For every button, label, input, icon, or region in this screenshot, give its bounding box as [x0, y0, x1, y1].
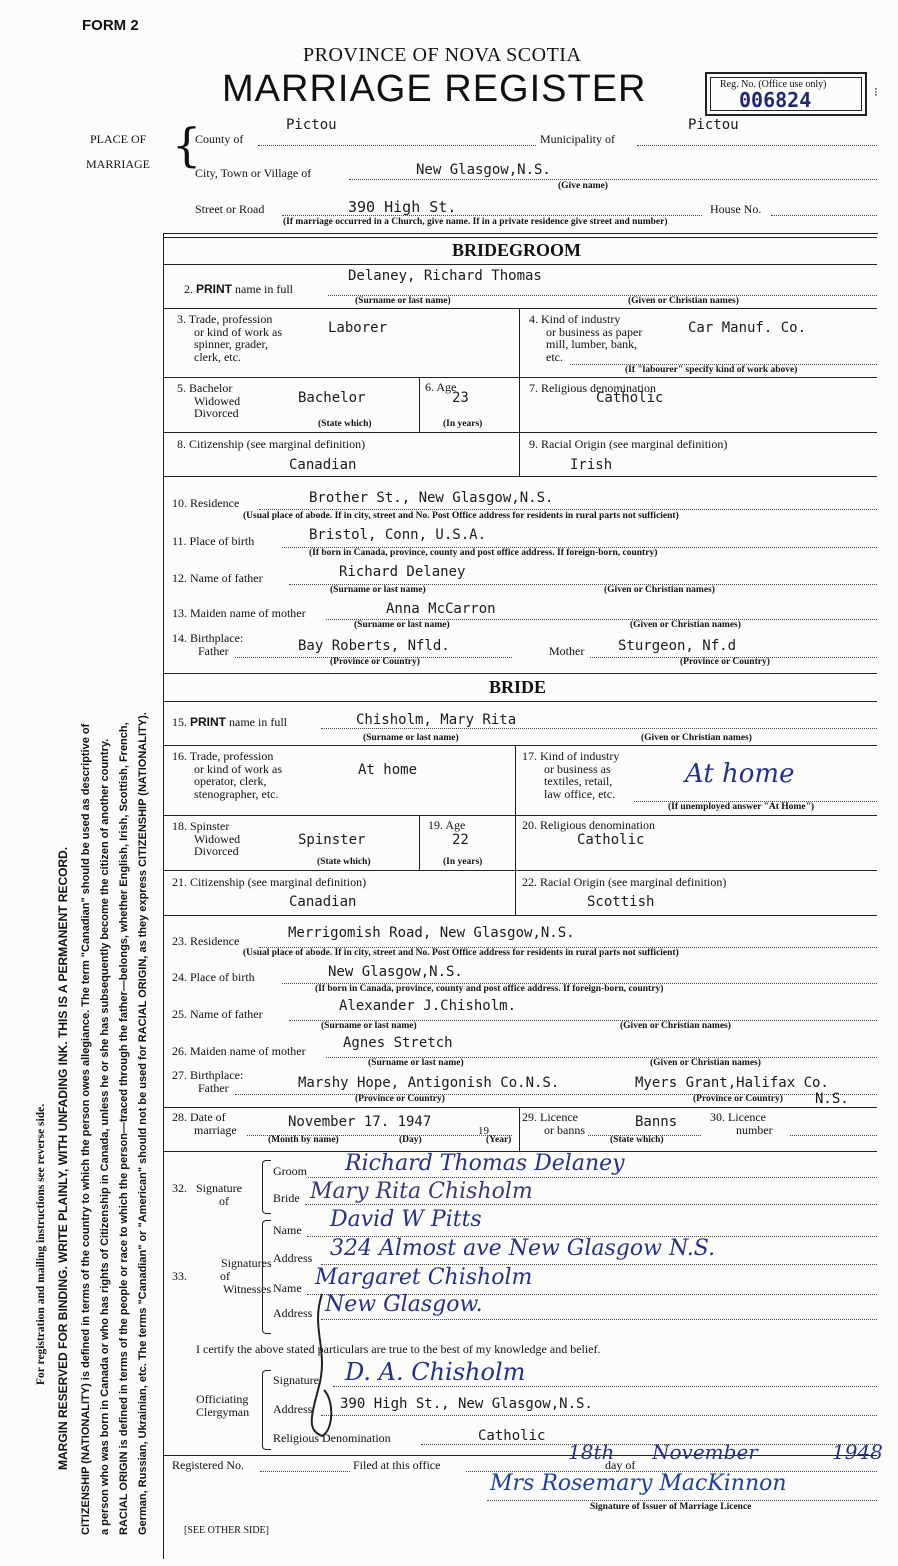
bride-age-label: 19. Age	[428, 818, 466, 832]
clergy-flourish	[300, 1290, 340, 1440]
bride-residence-note: (Usual place of abode. If in city, street and No. Post Office address for residents in rural parts not sufficient)	[243, 948, 679, 958]
bridegroom-heading: BRIDEGROOM	[452, 240, 582, 260]
groom-trade-value: Laborer	[328, 320, 388, 336]
bride-birth-value: New Glasgow,N.S.	[328, 964, 463, 980]
groom-name-label: 2. PRINT name in full	[184, 282, 293, 296]
month-note: (Month by name)	[268, 1135, 339, 1145]
groom-status-value: Bachelor	[298, 390, 366, 406]
reg-no-label: Reg. No. (Office use only)	[720, 79, 827, 90]
clergy-signature-label: Signature	[273, 1373, 319, 1387]
bride-residence-value: Merrigomish Road, New Glasgow,N.S.	[288, 925, 575, 941]
bride-birth-label: 24. Place of birth	[172, 970, 255, 984]
bride-religion-value: Catholic	[577, 832, 645, 848]
groom-birthplace-father: Bay Roberts, Nfld.	[298, 638, 450, 654]
bride-given-note: (Given or Christian names)	[641, 733, 752, 743]
groom-signature: Richard Thomas Delaney	[345, 1151, 625, 1176]
groom-birthplace-label: 14. Birthplace:	[172, 631, 244, 645]
issuer-signature: Mrs Rosemary MacKinnon	[490, 1471, 787, 1496]
bride-residence-label: 23. Residence	[172, 934, 240, 948]
groom-citizenship-label: 8. Citizenship (see marginal definition)	[177, 437, 366, 451]
bride-birthplace-label: 27. Birthplace:	[172, 1068, 244, 1082]
bride-name-label: 15. PRINT name in full	[172, 715, 287, 729]
groom-racial-label: 9. Racial Origin (see marginal definition)	[529, 437, 728, 451]
witnesses-label: Signatures 33. of Witnesses	[172, 1256, 272, 1296]
unemployed-note: (If unemployed answer "At Home")	[668, 802, 815, 812]
witness1-name: David W Pitts	[330, 1207, 482, 1232]
groom-racial-value: Irish	[570, 457, 613, 473]
bride-surname-note: (Surname or last name)	[363, 733, 459, 743]
see-other-side: [SEE OTHER SIDE]	[184, 1525, 269, 1536]
groom-given-note: (Given or Christian names)	[628, 296, 739, 306]
form-number: FORM 2	[82, 17, 139, 34]
groom-religion-label: 7. Religious denomination	[529, 381, 656, 395]
groom-age-value: 23	[452, 390, 469, 406]
groom-mother-surname-note: (Surname or last name)	[354, 620, 450, 630]
groom-status-label: 5. Bachelor Widowed Divorced	[177, 381, 241, 420]
clergy-address: 390 High St., New Glasgow,N.S.	[340, 1396, 593, 1412]
bride-father-given-note: (Given or Christian names)	[620, 1021, 731, 1031]
clergy-address-label: Address	[273, 1402, 313, 1416]
witness1-address-label: Address	[273, 1251, 313, 1265]
place-of-label: PLACE OF	[90, 132, 147, 146]
bride-industry-value: At home	[685, 759, 795, 789]
groom-birth-note: (If born in Canada, province, county and post office address. If foreign-born, country)	[309, 548, 658, 558]
groom-name-value: Delaney, Richard Thomas	[348, 268, 542, 284]
groom-province-note-mother: (Province or Country)	[680, 657, 770, 667]
witness2-address-label: Address	[273, 1306, 313, 1320]
county-label: County of	[195, 132, 244, 146]
issuer-label: Signature of Issuer of Marriage Licence	[590, 1502, 752, 1512]
licence-value: Banns	[635, 1114, 678, 1130]
groom-birth-value: Bristol, Conn, U.S.A.	[309, 527, 487, 543]
marriage-date-value: November 17. 1947	[288, 1114, 432, 1130]
bride-racial-label: 22. Racial Origin (see marginal definition)	[522, 875, 727, 889]
groom-state-which: (State which)	[318, 419, 372, 429]
bride-name-value: Chisholm, Mary Rita	[356, 712, 517, 728]
bride-heading: BRIDE	[489, 677, 547, 697]
groom-industry-value: Car Manuf. Co.	[688, 320, 807, 336]
bride-racial-value: Scottish	[587, 894, 655, 910]
bride-province-note-father: (Province or Country)	[355, 1094, 445, 1104]
bride-in-years: (In years)	[443, 857, 483, 867]
signature-brace	[262, 1160, 271, 1214]
city-value: New Glasgow,N.S.	[416, 162, 551, 178]
margin-citizenship-def-2: a person who was born in Canada or who has rights of Citizenship in Canada, unless he or she has subsequently become the citizen of another country.	[99, 738, 111, 1535]
groom-industry-label: 4. Kind of industry or business as paper mill, lumber, bank, etc.	[529, 312, 643, 364]
registered-label: Registered No.	[172, 1458, 244, 1472]
officiating-label: Officiating Clergyman	[196, 1392, 250, 1419]
give-name-note: (Give name)	[558, 181, 608, 191]
reg-no-value: 006824	[739, 88, 812, 112]
page-title: MARRIAGE REGISTER	[222, 68, 647, 110]
municipality-value: Pictou	[688, 117, 739, 133]
groom-birth-label: 11. Place of birth	[172, 534, 255, 548]
groom-trade-label: 3. Trade, profession or kind of work as spinner, grader, clerk, etc.	[177, 312, 282, 364]
filed-day: 18th	[568, 1440, 615, 1464]
bride-father-value: Alexander J.Chisholm.	[339, 998, 517, 1014]
margin-instructions: For registration and mailing instructions see reverse side.	[35, 1103, 47, 1385]
bride-status-label: 18. Spinster Widowed Divorced	[172, 819, 241, 858]
bride-trade-label: 16. Trade, profession or kind of work as operator, clerk, stenographer, etc.	[172, 749, 282, 801]
groom-birthplace-mother: Sturgeon, Nf.d	[618, 638, 737, 654]
denomination-label: Religious Denomination	[273, 1431, 391, 1445]
groom-province-note-father: (Province or Country)	[330, 657, 420, 667]
witness2-name-label: Name	[273, 1281, 302, 1295]
bride-province-note-mother: (Province or Country)	[693, 1094, 783, 1104]
perforation-marks: ⁝	[874, 85, 878, 99]
brace: {	[172, 118, 202, 172]
certify-statement: I certify the above stated particulars are true to the best of my knowledge and belief.	[196, 1342, 601, 1356]
day-note: (Day)	[399, 1135, 422, 1145]
witness2-address: New Glasgow.	[325, 1292, 483, 1317]
bride-father-surname-note: (Surname or last name)	[321, 1021, 417, 1031]
bride-birth-note: (If born in Canada, province, county and post office address. If foreign-born, country)	[315, 984, 664, 994]
groom-father-label: 12. Name of father	[172, 571, 263, 585]
officiating-brace	[262, 1370, 271, 1450]
bride-religion-label: 20. Religious denomination	[522, 818, 655, 832]
bride-birthplace-father: Marshy Hope, Antigonish Co.N.S.	[298, 1075, 560, 1091]
denomination-value: Catholic	[478, 1428, 546, 1444]
groom-father-given-note: (Given or Christian names)	[604, 585, 715, 595]
municipality-label: Municipality of	[540, 132, 615, 146]
witness-brace	[262, 1220, 271, 1334]
clergy-signature: D. A. Chisholm	[345, 1358, 526, 1386]
street-value: 390 High St.	[348, 198, 457, 216]
groom-sig-label: Groom	[273, 1164, 307, 1178]
year-note: (Year)	[486, 1135, 512, 1145]
bride-industry-label: 17. Kind of industry or business as textiles, retail, law office, etc.	[522, 749, 620, 801]
groom-surname-note: (Surname or last name)	[355, 296, 451, 306]
groom-residence-note: (Usual place of abode. If in city, street and No. Post Office address for residents in rural parts not sufficient)	[243, 511, 679, 521]
bride-mother-given-note: (Given or Christian names)	[650, 1058, 761, 1068]
groom-age-label: 6. Age	[425, 380, 457, 394]
licence-label: 29. Licence or banns	[522, 1110, 585, 1137]
bride-sig-label: Bride	[273, 1191, 300, 1205]
year-prefix: 19	[478, 1125, 489, 1137]
city-label: City, Town or Village of	[195, 166, 312, 180]
date-label: 28. Date of marriage	[172, 1110, 237, 1137]
filed-month: November	[652, 1440, 758, 1464]
groom-father-value: Richard Delaney	[339, 564, 466, 580]
marriage-label: MARRIAGE	[86, 157, 151, 171]
groom-religion-value: Catholic	[596, 390, 664, 406]
day-of-label: day of	[605, 1458, 636, 1472]
bride-father-label: 25. Name of father	[172, 1007, 263, 1021]
witness2-name: Margaret Chisholm	[315, 1265, 533, 1290]
signature-of-label: 32. Signature of	[172, 1181, 242, 1208]
bride-citizenship-value: Canadian	[289, 894, 357, 910]
margin-citizenship-def-1: CITIZENSHIP (NATIONALITY) is defined in terms of the country to which the person owes allegiance. The term "Canadian" should be used as descriptive of	[80, 723, 92, 1535]
bride-birthplace-mother: Myers Grant,Halifax Co.	[635, 1075, 829, 1091]
bride-state-which: (State which)	[317, 857, 371, 867]
filed-year: 1948	[832, 1440, 883, 1464]
licence-no-label: 30. Licence number	[710, 1110, 773, 1137]
witness1-name-label: Name	[273, 1223, 302, 1237]
labourer-note: (If "labourer" specify kind of work above)	[625, 365, 798, 375]
groom-residence-value: Brother St., New Glasgow,N.S.	[309, 490, 554, 506]
groom-birthplace-father-label: Father	[198, 644, 229, 658]
bride-birthplace-mother-2: N.S.	[815, 1091, 849, 1107]
bride-trade-value: At home	[358, 762, 418, 778]
county-value: Pictou	[286, 117, 337, 133]
province-heading: PROVINCE OF NOVA SCOTIA	[303, 44, 582, 66]
bride-birthplace-father-label: Father	[198, 1081, 229, 1095]
bride-status-value: Spinster	[298, 832, 366, 848]
bride-citizenship-label: 21. Citizenship (see marginal definition)	[172, 875, 367, 889]
groom-birthplace-mother-label: Mother	[549, 644, 585, 658]
reg-no-box	[705, 72, 867, 116]
witness1-address: 324 Almost ave New Glasgow N.S.	[330, 1236, 716, 1261]
margin-racial-def-2: German, Russian, Ukrainian, etc. The terms "Canadian" or "American" should not be used for RACIAL ORIGIN, as they express CITIZENSHIP (NATIONALITY).	[137, 712, 149, 1535]
bride-signature: Mary Rita Chisholm	[310, 1179, 533, 1204]
street-note: (If marriage occurred in a Church, give name. If in a private residence give street and number)	[283, 217, 668, 227]
licence-state: (State which)	[610, 1135, 664, 1145]
filed-label: Filed at this office	[353, 1458, 441, 1472]
bride-mother-label: 26. Maiden name of mother	[172, 1044, 306, 1058]
street-label: Street or Road	[195, 202, 265, 216]
margin-binding-note: MARGIN RESERVED FOR BINDING. WRITE PLAINLY, WITH UNFADING INK. THIS IS A PERMANENT RECORD.	[56, 846, 70, 1470]
groom-citizenship-value: Canadian	[289, 457, 357, 473]
bride-mother-surname-note: (Surname or last name)	[368, 1058, 464, 1068]
groom-residence-label: 10. Residence	[172, 496, 240, 510]
groom-mother-given-note: (Given or Christian names)	[630, 620, 741, 630]
groom-mother-label: 13. Maiden name of mother	[172, 606, 306, 620]
bride-mother-value: Agnes Stretch	[343, 1035, 453, 1051]
bride-age-value: 22	[452, 832, 469, 848]
groom-mother-value: Anna McCarron	[386, 601, 496, 617]
groom-father-surname-note: (Surname or last name)	[330, 585, 426, 595]
groom-in-years: (In years)	[443, 419, 483, 429]
margin-racial-def-1: RACIAL ORIGIN is defined in terms of the people or race to which the person—traced through the father—belongs, whether English, Irish, Scottish, French,	[118, 722, 130, 1535]
house-no-label: House No.	[710, 202, 762, 216]
